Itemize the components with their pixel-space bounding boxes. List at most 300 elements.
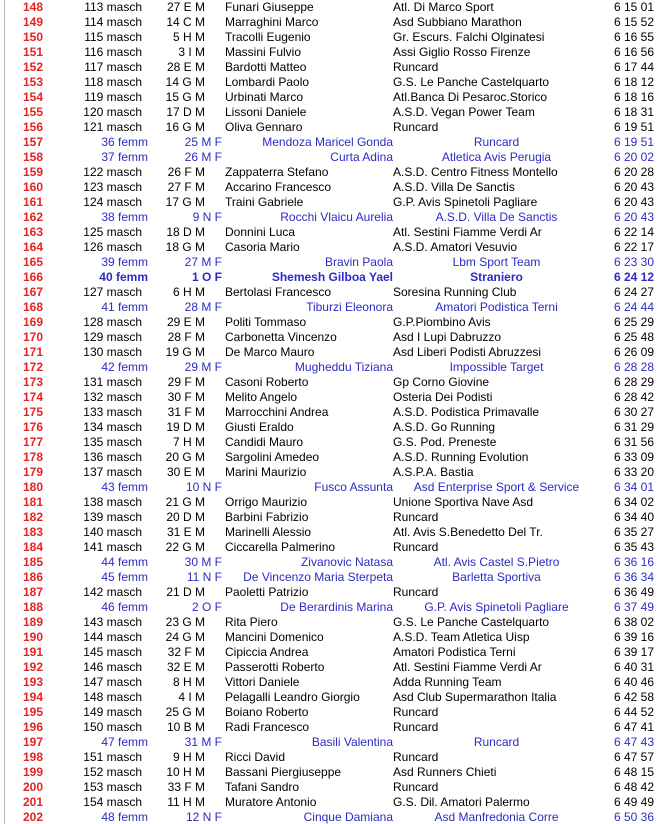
result-row — [5, 555, 671, 570]
position-cell: 162 — [22, 210, 43, 224]
result-row — [5, 0, 671, 15]
athlete-name-cell: Massini Fulvio — [225, 45, 302, 59]
category-position-cell: 131 masch — [83, 375, 142, 389]
category-code-cell: 2 O F — [191, 600, 222, 614]
time-cell: 6 42 58 — [613, 690, 654, 704]
result-row — [5, 480, 671, 495]
category-code-cell: 25 G M — [165, 705, 205, 719]
athlete-name-cell: Urbinati Marco — [225, 90, 304, 104]
result-row — [5, 690, 671, 705]
category-position-cell: 36 femm — [101, 135, 148, 149]
position-cell: 167 — [22, 285, 43, 299]
result-row — [5, 705, 671, 720]
time-cell: 6 37 49 — [613, 600, 654, 614]
time-cell: 6 44 52 — [613, 705, 654, 719]
category-position-cell: 114 masch — [84, 15, 142, 29]
team-cell: Asd Manfredonia Corre — [434, 810, 559, 824]
category-code-cell: 9 H M — [172, 750, 205, 764]
team-cell: G.S. Pod. Preneste — [393, 435, 497, 449]
time-cell: 6 49 49 — [613, 795, 654, 809]
category-position-cell: 44 femm — [101, 555, 148, 569]
category-position-cell: 142 masch — [83, 585, 142, 599]
category-code-cell: 1 O F — [191, 270, 222, 284]
category-code-cell: 27 M F — [184, 255, 222, 269]
athlete-name-cell: Accarino Francesco — [225, 180, 332, 194]
time-cell: 6 28 42 — [613, 390, 654, 404]
category-position-cell: 38 femm — [101, 210, 148, 224]
category-position-cell: 48 femm — [101, 810, 148, 824]
position-cell: 199 — [22, 765, 43, 779]
result-row — [5, 15, 671, 30]
time-cell: 6 39 16 — [613, 630, 654, 644]
team-cell: Barletta Sportiva — [452, 570, 541, 584]
team-cell: Runcard — [393, 120, 439, 134]
category-code-cell: 20 D M — [166, 510, 205, 524]
team-cell: A.S.D. Amatori Vesuvio — [393, 240, 518, 254]
team-cell: Assi Giglio Rosso Firenze — [393, 45, 531, 59]
time-cell: 6 48 15 — [613, 765, 654, 779]
athlete-name-cell: Vittori Daniele — [225, 675, 300, 689]
result-row — [5, 360, 671, 375]
team-cell: Osteria Dei Podisti — [393, 390, 493, 404]
team-cell: A.S.D. Running Evolution — [393, 450, 529, 464]
category-code-cell: 27 E M — [166, 0, 205, 14]
position-cell: 168 — [22, 300, 43, 314]
team-cell: G.P. Avis Spinetoli Pagliare — [424, 600, 569, 614]
team-cell: G.S. Le Panche Castelquarto — [393, 75, 550, 89]
team-cell: Lbm Sport Team — [452, 255, 541, 269]
result-row — [5, 780, 671, 795]
time-cell: 6 18 16 — [613, 90, 654, 104]
position-cell: 155 — [22, 105, 43, 119]
category-position-cell: 137 masch — [83, 465, 142, 479]
position-cell: 184 — [22, 540, 43, 554]
position-cell: 149 — [22, 15, 43, 29]
athlete-name-cell: Funari Giuseppe — [225, 0, 314, 14]
team-cell: Runcard — [393, 540, 439, 554]
time-cell: 6 50 36 — [613, 810, 654, 824]
category-code-cell: 10 B M — [166, 720, 205, 734]
result-row — [5, 195, 671, 210]
category-position-cell: 135 masch — [83, 435, 142, 449]
team-cell: G.S. Le Panche Castelquarto — [393, 615, 550, 629]
category-position-cell: 140 masch — [83, 525, 142, 539]
result-row — [5, 420, 671, 435]
athlete-name-cell: De Marco Mauro — [225, 345, 315, 359]
category-code-cell: 29 M F — [184, 360, 222, 374]
time-cell: 6 34 01 — [613, 480, 654, 494]
category-code-cell: 21 D M — [166, 585, 205, 599]
athlete-name-cell: Pelagalli Leandro Giorgio — [225, 690, 360, 704]
category-code-cell: 25 M F — [184, 135, 222, 149]
athlete-name-cell: Zappaterra Stefano — [225, 165, 329, 179]
category-code-cell: 21 G M — [165, 495, 205, 509]
team-cell: Asd I Lupi Dabruzzo — [393, 330, 502, 344]
category-position-cell: 133 masch — [83, 405, 142, 419]
team-cell: Runcard — [393, 780, 439, 794]
time-cell: 6 20 43 — [613, 180, 654, 194]
result-row — [5, 390, 671, 405]
result-row — [5, 75, 671, 90]
team-cell: Amatori Podistica Terni — [393, 645, 516, 659]
team-cell: Gp Corno Giovine — [393, 375, 490, 389]
time-cell: 6 19 51 — [613, 120, 654, 134]
team-cell: A.S.D. Podistica Primavalle — [393, 405, 540, 419]
time-cell: 6 36 49 — [613, 585, 654, 599]
team-cell: Asd Subbiano Marathon — [393, 15, 522, 29]
athlete-name-cell: Rita Piero — [225, 615, 278, 629]
team-cell: Asd Enterprise Sport & Service — [413, 480, 580, 494]
category-position-cell: 129 masch — [83, 330, 142, 344]
time-cell: 6 39 17 — [613, 645, 654, 659]
time-cell: 6 20 43 — [613, 210, 654, 224]
time-cell: 6 20 28 — [613, 165, 654, 179]
category-code-cell: 15 G M — [165, 90, 205, 104]
time-cell: 6 15 01 — [613, 0, 654, 14]
athlete-name-cell: Marini Maurizio — [225, 465, 307, 479]
position-cell: 178 — [22, 450, 43, 464]
position-cell: 171 — [22, 345, 43, 359]
position-cell: 201 — [22, 795, 43, 809]
athlete-name-cell: Lombardi Paolo — [225, 75, 310, 89]
team-cell: Atl. Sestini Fiamme Verdi Ar — [393, 660, 542, 674]
athlete-name-cell: Tiburzi Eleonora — [306, 300, 393, 314]
athlete-name-cell: Politi Tommaso — [225, 315, 307, 329]
athlete-name-cell: Mugheddu Tiziana — [294, 360, 393, 374]
position-cell: 161 — [22, 195, 43, 209]
athlete-name-cell: Bravin Paola — [324, 255, 393, 269]
team-cell: Atl. Avis Castel S.Pietro — [433, 555, 560, 569]
category-position-cell: 132 masch — [83, 390, 142, 404]
position-cell: 174 — [22, 390, 43, 404]
team-cell: Runcard — [393, 750, 439, 764]
category-code-cell: 6 H M — [172, 285, 205, 299]
time-cell: 6 22 17 — [613, 240, 654, 254]
result-row — [5, 600, 671, 615]
athlete-name-cell: Cinque Damiana — [303, 810, 393, 824]
category-position-cell: 123 masch — [83, 180, 142, 194]
result-row — [5, 405, 671, 420]
category-code-cell: 26 M F — [184, 150, 222, 164]
category-code-cell: 10 N F — [185, 480, 222, 494]
category-code-cell: 3 I M — [178, 45, 205, 59]
time-cell: 6 24 27 — [613, 285, 654, 299]
time-cell: 6 34 02 — [613, 495, 654, 509]
athlete-name-cell: Melito Angelo — [225, 390, 298, 404]
team-cell: A.S.D. Team Atletica Uisp — [393, 630, 530, 644]
category-code-cell: 31 M F — [184, 735, 222, 749]
team-cell: Atl. Sestini Fiamme Verdi Ar — [393, 225, 542, 239]
race-results-table — [4, 0, 671, 824]
time-cell: 6 31 56 — [613, 435, 654, 449]
athlete-name-cell: Passerotti Roberto — [225, 660, 325, 674]
result-row — [5, 345, 671, 360]
position-cell: 177 — [22, 435, 43, 449]
category-position-cell: 152 masch — [83, 765, 142, 779]
athlete-name-cell: Candidi Mauro — [225, 435, 304, 449]
position-cell: 179 — [22, 465, 43, 479]
category-code-cell: 22 G M — [165, 540, 205, 554]
athlete-name-cell: Bassani Piergiuseppe — [225, 765, 342, 779]
position-cell: 148 — [22, 0, 43, 14]
category-position-cell: 141 masch — [83, 540, 142, 554]
category-position-cell: 148 masch — [83, 690, 142, 704]
athlete-name-cell: Zivanovic Natasa — [300, 555, 393, 569]
category-code-cell: 30 E M — [166, 465, 205, 479]
time-cell: 6 24 12 — [613, 270, 654, 284]
result-row — [5, 660, 671, 675]
time-cell: 6 47 41 — [613, 720, 654, 734]
result-row — [5, 375, 671, 390]
team-cell: Straniero — [470, 270, 523, 284]
position-cell: 185 — [22, 555, 43, 569]
result-row — [5, 240, 671, 255]
position-cell: 165 — [22, 255, 43, 269]
team-cell: Atletica Avis Perugia — [441, 150, 552, 164]
team-cell: Adda Running Team — [393, 675, 502, 689]
position-cell: 164 — [22, 240, 43, 254]
category-code-cell: 7 H M — [172, 435, 205, 449]
team-cell: A.S.D. Centro Fitness Montello — [393, 165, 558, 179]
category-position-cell: 42 femm — [101, 360, 148, 374]
team-cell: Atl. Avis S.Benedetto Del Tr. — [393, 525, 543, 539]
position-cell: 200 — [22, 780, 43, 794]
team-cell: Asd Runners Chieti — [393, 765, 497, 779]
category-position-cell: 40 femm — [99, 270, 148, 284]
time-cell: 6 17 44 — [613, 60, 654, 74]
category-position-cell: 46 femm — [101, 600, 148, 614]
athlete-name-cell: Marraghini Marco — [225, 15, 319, 29]
position-cell: 194 — [22, 690, 43, 704]
category-position-cell: 41 femm — [101, 300, 148, 314]
category-code-cell: 12 N F — [185, 810, 222, 824]
result-row — [5, 90, 671, 105]
athlete-name-cell: Lissoni Daniele — [225, 105, 307, 119]
time-cell: 6 35 27 — [613, 525, 654, 539]
athlete-name-cell: Radi Francesco — [225, 720, 310, 734]
category-position-cell: 149 masch — [83, 705, 142, 719]
team-cell: A.S.D. Villa De Sanctis — [393, 180, 515, 194]
category-code-cell: 18 G M — [165, 240, 205, 254]
position-cell: 196 — [22, 720, 43, 734]
position-cell: 154 — [22, 90, 43, 104]
result-row — [5, 120, 671, 135]
category-code-cell: 17 D M — [166, 105, 205, 119]
position-cell: 197 — [22, 735, 43, 749]
category-code-cell: 17 G M — [165, 195, 205, 209]
team-cell: Runcard — [393, 585, 439, 599]
result-row — [5, 255, 671, 270]
category-code-cell: 33 F M — [167, 780, 205, 794]
result-row — [5, 795, 671, 810]
result-row — [5, 630, 671, 645]
athlete-name-cell: De Vincenzo Maria Sterpeta — [243, 570, 393, 584]
position-cell: 158 — [22, 150, 43, 164]
result-row — [5, 525, 671, 540]
time-cell: 6 31 29 — [613, 420, 654, 434]
result-row — [5, 105, 671, 120]
athlete-name-cell: Mancini Domenico — [225, 630, 324, 644]
time-cell: 6 20 02 — [613, 150, 654, 164]
position-cell: 175 — [22, 405, 43, 419]
category-code-cell: 5 H M — [172, 30, 205, 44]
result-row — [5, 330, 671, 345]
result-row — [5, 150, 671, 165]
category-position-cell: 125 masch — [83, 225, 142, 239]
category-code-cell: 29 E M — [166, 315, 205, 329]
athlete-name-cell: Tafani Sandro — [225, 780, 300, 794]
athlete-name-cell: Curta Adina — [330, 150, 393, 164]
team-cell: Runcard — [393, 705, 439, 719]
category-position-cell: 119 masch — [84, 90, 142, 104]
category-position-cell: 120 masch — [83, 105, 142, 119]
team-cell: G.S. Dil. Amatori Palermo — [393, 795, 530, 809]
category-position-cell: 154 masch — [83, 795, 142, 809]
position-cell: 159 — [22, 165, 43, 179]
time-cell: 6 33 20 — [613, 465, 654, 479]
result-row — [5, 735, 671, 750]
team-cell: Atl.Banca Di Pesaroc.Storico — [393, 90, 548, 104]
category-code-cell: 8 H M — [172, 675, 205, 689]
category-position-cell: 37 femm — [101, 150, 148, 164]
time-cell: 6 47 43 — [613, 735, 654, 749]
time-cell: 6 16 56 — [613, 45, 654, 59]
team-cell: Amatori Podistica Terni — [435, 300, 558, 314]
category-code-cell: 20 G M — [165, 450, 205, 464]
category-position-cell: 139 masch — [83, 510, 142, 524]
result-row — [5, 450, 671, 465]
athlete-name-cell: Marrocchini Andrea — [225, 405, 329, 419]
category-code-cell: 11 H M — [167, 795, 205, 809]
category-code-cell: 11 N F — [186, 570, 222, 584]
category-position-cell: 146 masch — [83, 660, 142, 674]
category-code-cell: 9 N F — [192, 210, 222, 224]
category-code-cell: 14 C M — [166, 15, 205, 29]
category-code-cell: 18 D M — [166, 225, 205, 239]
team-cell: A.S.D. Villa De Sanctis — [435, 210, 558, 224]
category-position-cell: 115 masch — [84, 30, 142, 44]
category-code-cell: 28 E M — [166, 60, 205, 74]
category-position-cell: 124 masch — [83, 195, 142, 209]
category-code-cell: 4 I M — [178, 690, 205, 704]
time-cell: 6 34 40 — [613, 510, 654, 524]
result-row — [5, 45, 671, 60]
category-position-cell: 144 masch — [83, 630, 142, 644]
time-cell: 6 20 43 — [613, 195, 654, 209]
result-row — [5, 210, 671, 225]
result-row — [5, 540, 671, 555]
category-position-cell: 143 masch — [83, 615, 142, 629]
result-row — [5, 165, 671, 180]
position-cell: 202 — [22, 810, 43, 824]
athlete-name-cell: Marinelli Alessio — [225, 525, 312, 539]
time-cell: 6 40 46 — [613, 675, 654, 689]
position-cell: 166 — [22, 270, 43, 284]
athlete-name-cell: Sargolini Amedeo — [225, 450, 320, 464]
time-cell: 6 28 29 — [613, 375, 654, 389]
team-cell: Runcard — [473, 135, 520, 149]
team-cell: Unione Sportiva Nave Asd — [393, 495, 534, 509]
category-code-cell: 16 G M — [165, 120, 205, 134]
category-position-cell: 130 masch — [83, 345, 142, 359]
athlete-name-cell: Mendoza Maricel Gonda — [262, 135, 393, 149]
position-cell: 190 — [22, 630, 43, 644]
result-row — [5, 510, 671, 525]
result-row — [5, 585, 671, 600]
athlete-name-cell: Bardotti Matteo — [225, 60, 307, 74]
time-cell: 6 16 55 — [613, 30, 654, 44]
athlete-name-cell: Casoria Mario — [225, 240, 300, 254]
category-position-cell: 45 femm — [101, 570, 148, 584]
athlete-name-cell: Muratore Antonio — [225, 795, 317, 809]
position-cell: 187 — [22, 585, 43, 599]
position-cell: 188 — [22, 600, 43, 614]
position-cell: 192 — [22, 660, 43, 674]
athlete-name-cell: Rocchi Vlaicu Aurelia — [280, 210, 393, 224]
result-row — [5, 495, 671, 510]
category-code-cell: 28 F M — [167, 330, 205, 344]
result-row — [5, 435, 671, 450]
position-cell: 193 — [22, 675, 43, 689]
athlete-name-cell: Ciccarella Palmerino — [225, 540, 336, 554]
position-cell: 180 — [22, 480, 43, 494]
position-cell: 153 — [22, 75, 43, 89]
time-cell: 6 15 52 — [613, 15, 654, 29]
category-position-cell: 136 masch — [83, 450, 142, 464]
result-row — [5, 465, 671, 480]
category-code-cell: 30 M F — [184, 555, 222, 569]
athlete-name-cell: Shemesh Gilboa Yael — [271, 270, 393, 284]
team-cell: A.S.P.A. Bastia — [393, 465, 474, 479]
category-code-cell: 32 E M — [166, 660, 205, 674]
time-cell: 6 47 57 — [613, 750, 654, 764]
category-code-cell: 32 F M — [167, 645, 205, 659]
category-code-cell: 10 H M — [166, 765, 205, 779]
result-row — [5, 300, 671, 315]
position-cell: 160 — [22, 180, 43, 194]
result-row — [5, 810, 671, 824]
category-code-cell: 28 M F — [184, 300, 222, 314]
result-row — [5, 315, 671, 330]
position-cell: 191 — [22, 645, 43, 659]
time-cell: 6 22 14 — [613, 225, 654, 239]
category-code-cell: 19 G M — [165, 345, 205, 359]
category-code-cell: 26 F M — [167, 165, 205, 179]
position-cell: 198 — [22, 750, 43, 764]
category-position-cell: 121 masch — [83, 120, 142, 134]
position-cell: 151 — [22, 45, 43, 59]
category-code-cell: 27 F M — [167, 180, 205, 194]
category-position-cell: 127 masch — [83, 285, 142, 299]
position-cell: 156 — [22, 120, 43, 134]
athlete-name-cell: Paoletti Patrizio — [225, 585, 309, 599]
time-cell: 6 25 29 — [613, 315, 654, 329]
result-row — [5, 135, 671, 150]
result-row — [5, 765, 671, 780]
position-cell: 183 — [22, 525, 43, 539]
result-row — [5, 180, 671, 195]
team-cell: G.P. Avis Spinetoli Pagliare — [393, 195, 538, 209]
position-cell: 173 — [22, 375, 43, 389]
result-row — [5, 720, 671, 735]
result-row — [5, 30, 671, 45]
athlete-name-cell: Tracolli Eugenio — [225, 30, 311, 44]
position-cell: 189 — [22, 615, 43, 629]
result-row — [5, 675, 671, 690]
team-cell: Runcard — [473, 735, 520, 749]
time-cell: 6 36 34 — [613, 570, 654, 584]
team-cell: Impossible Target — [449, 360, 544, 374]
